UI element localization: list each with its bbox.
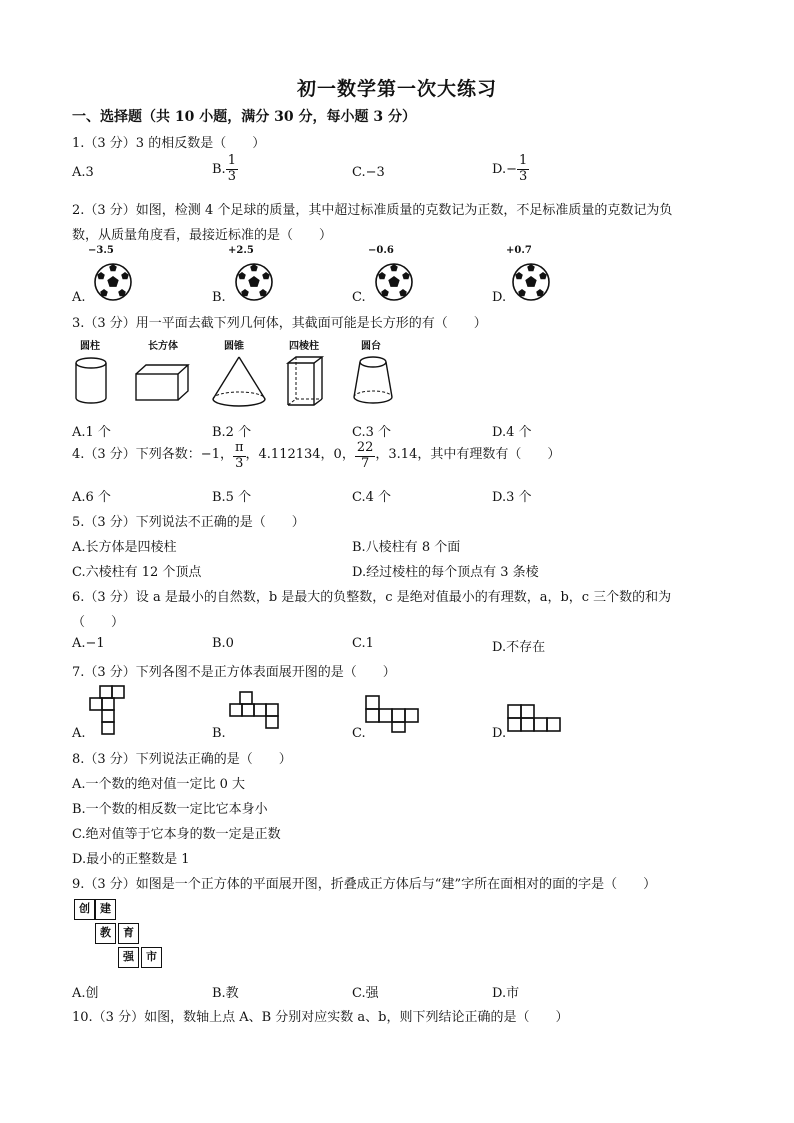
q8-option-a[interactable]: A.一个数的绝对值一定比 0 大 — [72, 777, 246, 792]
q4-option-c[interactable]: C.4 个 — [352, 490, 392, 505]
ball-d-value: +0.7 — [506, 245, 532, 256]
q7-option-b[interactable]: B. — [212, 726, 226, 741]
q8-stem: 8.（3 分）下列说法正确的是（ ） — [72, 752, 292, 767]
q8-option-d[interactable]: D.最小的正整数是 1 — [72, 852, 190, 867]
q6-stem-line1: 6.（3 分）设 a 是最小的自然数，b 是最大的负整数，c 是绝对值最小的有理数，a，b，c 三个数的和为 — [72, 590, 672, 605]
section-heading: 一、选择题（共 10 小题，满分 30 分，每小题 3 分） — [72, 109, 416, 125]
q1-stem: 1.（3 分）3 的相反数是（ ） — [72, 136, 266, 151]
q1-option-b[interactable] — [212, 154, 238, 185]
q6-option-b[interactable]: B.0 — [212, 636, 234, 651]
q7-stem: 7.（3 分）下列各图不是正方体表面展开图的是（ ） — [72, 665, 396, 680]
net-face-qiang: 强 — [118, 947, 139, 968]
shape-label-prism: 四棱柱 — [289, 341, 319, 352]
q5-option-d[interactable]: D.经过棱柱的每个顶点有 3 条棱 — [352, 565, 539, 580]
net-b-diagram — [228, 690, 284, 730]
ball-b-value: +2.5 — [228, 245, 254, 256]
ball-c-value: −0.6 — [368, 245, 394, 256]
page-title: 初一数学第一次大练习 — [296, 78, 497, 100]
q9-stem: 9.（3 分）如图是一个正方体的平面展开图，折叠成正方体后与“建”字所在面相对的面的字是（ ） — [72, 877, 657, 892]
shape-label-cone: 圆锥 — [224, 341, 244, 352]
net-face-shi: 市 — [141, 947, 162, 968]
q1-option-a[interactable]: A.3 — [72, 165, 94, 180]
q8-option-b[interactable]: B.一个数的相反数一定比它本身小 — [72, 802, 268, 817]
q3-option-a[interactable]: A.1 个 — [72, 425, 111, 440]
q4-22-7-fraction: $\frac{22}{7}$ — [356, 440, 374, 471]
q3-option-b[interactable]: B.2 个 — [212, 425, 252, 440]
q6-option-c[interactable]: C.1 — [352, 636, 374, 651]
q5-option-c[interactable]: C.六棱柱有 12 个顶点 — [72, 565, 202, 580]
q2-option-d[interactable]: D. — [492, 290, 507, 305]
q6-stem-line2: （ ） — [72, 615, 125, 630]
q7-option-c[interactable]: C. — [352, 726, 366, 741]
net-face-jiao: 教 — [95, 923, 116, 944]
q4-option-b[interactable]: B.5 个 — [212, 490, 252, 505]
shape-label-cylinder: 圆柱 — [80, 341, 100, 352]
q8-option-c[interactable]: C.绝对值等于它本身的数一定是正数 — [72, 827, 281, 842]
q3-stem: 3.（3 分）用一平面去截下列几何体，其截面可能是长方形的有（ ） — [72, 316, 487, 331]
q2-stem-line2: 数，从质量角度看，最接近标准的是（ ） — [72, 228, 333, 243]
q4-pi-fraction: $\frac{\pi}{3}$ — [234, 440, 244, 471]
ball-a-value: −3.5 — [88, 245, 114, 256]
q7-option-d[interactable]: D. — [492, 726, 507, 741]
q1-option-d-label: D.− — [492, 161, 517, 177]
q2-stem-line1: 2.（3 分）如图，检测 4 个足球的质量，其中超过标准质量的克数记为正数，不足标准质量的克数记为负 — [72, 203, 673, 218]
shape-label-cuboid: 长方体 — [148, 341, 178, 352]
q6-option-d[interactable]: D.不存在 — [492, 640, 546, 655]
q5-stem: 5.（3 分）下列说法不正确的是（ ） — [72, 515, 305, 530]
cylinder-icon — [74, 356, 110, 406]
q4-stem: 4.（3 分）下列各数：−1， $\frac{\pi}{3}$ ，4.112134，0， $\frac{22}{7}$ ，3.14，其中有理数有（ ） — [72, 440, 561, 471]
q1-option-d[interactable] — [492, 154, 529, 185]
net-d-diagram — [506, 703, 566, 739]
net-c-diagram — [364, 694, 424, 734]
soccer-ball-b-icon — [234, 262, 274, 302]
q2-option-b[interactable]: B. — [212, 290, 226, 305]
q9-option-b[interactable]: B.教 — [212, 986, 239, 1001]
q4-option-a[interactable]: A.6 个 — [72, 490, 111, 505]
q3-option-d[interactable]: D.4 个 — [492, 425, 532, 440]
q1-option-b-label: B. — [212, 161, 226, 177]
q1-option-d-fraction: $\frac{1}{3}$ — [518, 153, 528, 184]
net-face-jian: 建 — [95, 899, 116, 920]
q5-option-b[interactable]: B.八棱柱有 8 个面 — [352, 540, 461, 555]
q10-stem: 10.（3 分）如图，数轴上点 A、B 分别对应实数 a、b，则下列结论正确的是（ ） — [72, 1010, 569, 1025]
cuboid-icon — [135, 364, 191, 404]
q3-option-c[interactable]: C.3 个 — [352, 425, 392, 440]
net-a-diagram — [88, 684, 138, 740]
q5-option-a[interactable]: A.长方体是四棱柱 — [72, 540, 177, 555]
q9-option-d[interactable]: D.市 — [492, 986, 520, 1001]
soccer-ball-d-icon — [511, 262, 551, 302]
q4-option-d[interactable]: D.3 个 — [492, 490, 532, 505]
frustum-icon — [352, 355, 394, 407]
square-prism-icon — [286, 355, 326, 409]
soccer-ball-a-icon — [93, 262, 133, 302]
q7-option-a[interactable]: A. — [72, 726, 86, 741]
net-face-chuang: 创 — [74, 899, 95, 920]
q2-option-c[interactable]: C. — [352, 290, 366, 305]
net-face-yu: 育 — [118, 923, 139, 944]
q2-option-a[interactable]: A. — [72, 290, 86, 305]
q9-option-c[interactable]: C.强 — [352, 986, 379, 1001]
q1-option-c[interactable]: C.−3 — [352, 165, 385, 180]
cone-icon — [211, 355, 267, 409]
soccer-ball-c-icon — [374, 262, 414, 302]
q1-option-b-fraction: $\frac{1}{3}$ — [227, 153, 236, 184]
shape-label-frustum: 圆台 — [361, 341, 381, 352]
q9-option-a[interactable]: A.创 — [72, 986, 99, 1001]
q6-option-a[interactable]: A.−1 — [72, 636, 105, 651]
